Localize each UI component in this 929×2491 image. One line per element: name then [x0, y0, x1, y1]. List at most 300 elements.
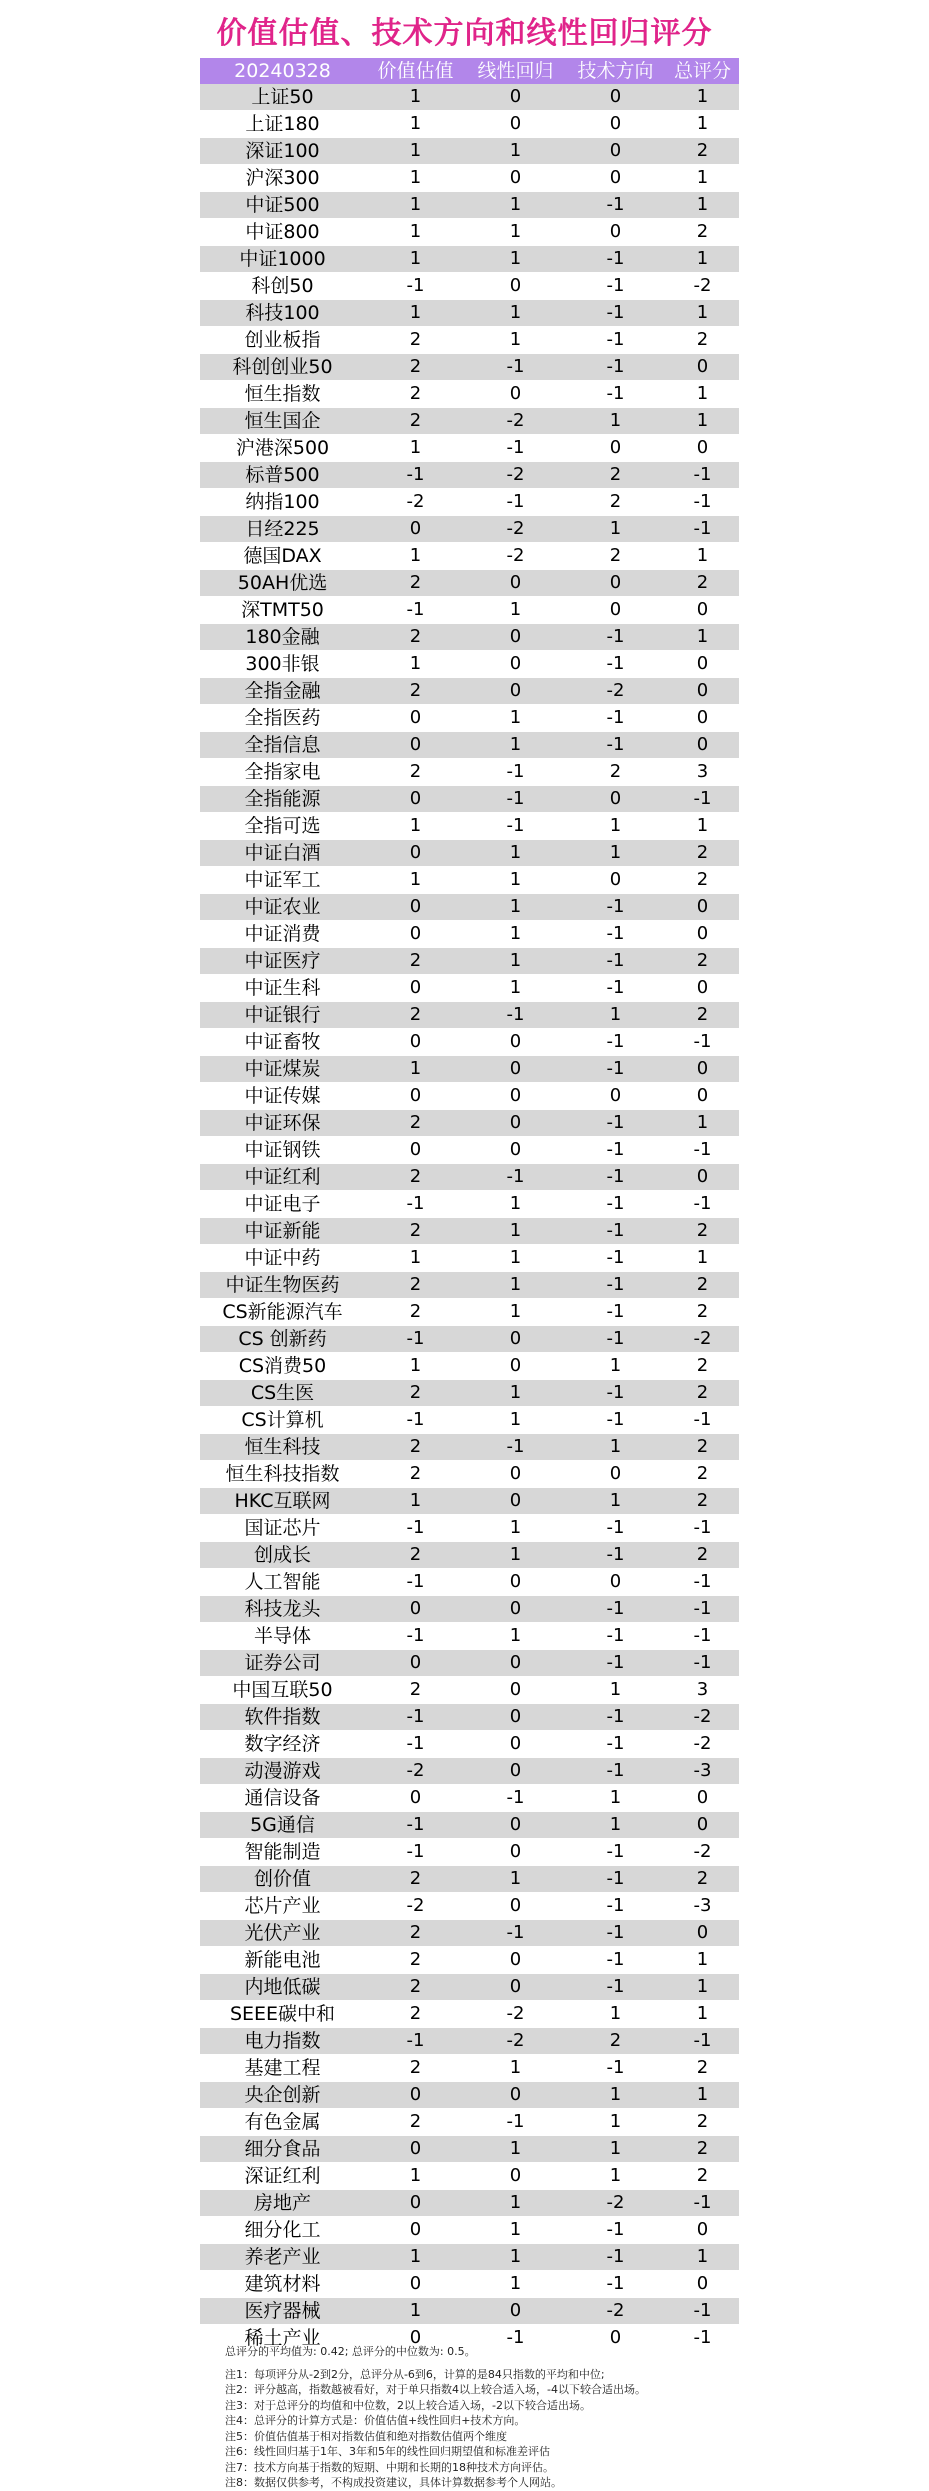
index-name-cell: 深证100: [200, 138, 365, 165]
table-row: [200, 1785, 739, 1812]
value-score-cell: 1: [365, 543, 466, 570]
total-score-cell: 2: [666, 1461, 739, 1488]
total-score-cell: 2: [666, 2136, 739, 2163]
technical-score-cell: 0: [565, 435, 666, 462]
total-score-cell: 2: [666, 570, 739, 597]
total-score-cell: 1: [666, 84, 739, 111]
technical-score-cell: -1: [565, 1164, 666, 1191]
total-score-cell: 0: [666, 435, 739, 462]
regression-score-cell: 1: [466, 1542, 565, 1569]
regression-score-cell: 1: [466, 2055, 565, 2082]
index-name-cell: 内地低碳: [200, 1974, 365, 2001]
table-row: [200, 678, 739, 705]
regression-score-cell: 0: [466, 1029, 565, 1056]
table-row: [200, 1596, 739, 1623]
regression-score-cell: 1: [466, 1299, 565, 1326]
table-row: [200, 1056, 739, 1083]
table-row: [200, 1866, 739, 1893]
technical-score-cell: -1: [565, 1272, 666, 1299]
technical-score-cell: -1: [565, 975, 666, 1002]
note-line: 注2：评分越高，指数越被看好，对于单只指数4以上较合适入场，-4以下较合适出场。: [225, 2383, 646, 2396]
value-score-cell: 0: [365, 2136, 466, 2163]
technical-score-cell: 1: [565, 408, 666, 435]
regression-score-cell: 0: [466, 2082, 565, 2109]
table-row: [200, 489, 739, 516]
total-score-cell: 1: [666, 165, 739, 192]
technical-score-cell: 1: [565, 516, 666, 543]
technical-score-cell: -1: [565, 948, 666, 975]
table-row: [200, 597, 739, 624]
total-score-cell: 2: [666, 867, 739, 894]
value-score-cell: -1: [365, 1704, 466, 1731]
index-name-cell: 创价值: [200, 1866, 365, 1893]
index-name-cell: CS计算机: [200, 1407, 365, 1434]
table-row: [200, 543, 739, 570]
total-score-cell: 2: [666, 1488, 739, 1515]
regression-score-cell: 0: [466, 1893, 565, 1920]
index-name-cell: 央企创新: [200, 2082, 365, 2109]
technical-score-cell: -1: [565, 1218, 666, 1245]
regression-score-cell: 1: [466, 1380, 565, 1407]
index-name-cell: 软件指数: [200, 1704, 365, 1731]
value-score-cell: -1: [365, 597, 466, 624]
regression-score-cell: 1: [466, 705, 565, 732]
total-score-cell: -1: [666, 1407, 739, 1434]
value-score-cell: 1: [365, 435, 466, 462]
regression-score-cell: 0: [466, 1704, 565, 1731]
index-name-cell: 创业板指: [200, 327, 365, 354]
technical-score-cell: -1: [565, 1893, 666, 1920]
table-row: [200, 894, 739, 921]
value-score-cell: 1: [365, 651, 466, 678]
total-score-cell: 1: [666, 246, 739, 273]
regression-score-cell: 0: [466, 1758, 565, 1785]
regression-score-cell: 0: [466, 1812, 565, 1839]
table-row: [200, 2055, 739, 2082]
value-score-cell: 0: [365, 894, 466, 921]
technical-score-cell: 0: [565, 570, 666, 597]
value-score-cell: 1: [365, 867, 466, 894]
technical-score-cell: -1: [565, 1380, 666, 1407]
index-name-cell: 上证180: [200, 111, 365, 138]
regression-score-cell: 1: [466, 732, 565, 759]
technical-score-cell: -1: [565, 327, 666, 354]
value-score-cell: 1: [365, 111, 466, 138]
technical-score-cell: -1: [565, 1191, 666, 1218]
total-score-cell: 0: [666, 597, 739, 624]
regression-score-cell: 0: [466, 651, 565, 678]
table-row: [200, 2028, 739, 2055]
table-row: [200, 408, 739, 435]
regression-score-cell: 1: [466, 1191, 565, 1218]
total-score-cell: -1: [666, 1623, 739, 1650]
index-name-cell: 中证中药: [200, 1245, 365, 1272]
total-score-cell: 0: [666, 2271, 739, 2298]
table-row: [200, 381, 739, 408]
table-row: [200, 1299, 739, 1326]
technical-score-cell: 2: [565, 543, 666, 570]
linear-regression-header: 线性回归: [466, 58, 565, 84]
total-score-cell: 2: [666, 327, 739, 354]
index-name-cell: 中证1000: [200, 246, 365, 273]
value-score-cell: 0: [365, 2217, 466, 2244]
technical-score-cell: 0: [565, 597, 666, 624]
regression-score-cell: 0: [466, 2298, 565, 2325]
value-score-cell: 2: [365, 1677, 466, 1704]
technical-score-cell: 1: [565, 1677, 666, 1704]
technical-score-cell: -1: [565, 1920, 666, 1947]
total-score-cell: -1: [666, 1191, 739, 1218]
technical-score-cell: 0: [565, 138, 666, 165]
value-score-cell: -1: [365, 1569, 466, 1596]
index-name-cell: 半导体: [200, 1623, 365, 1650]
index-name-cell: 5G通信: [200, 1812, 365, 1839]
technical-score-cell: -1: [565, 354, 666, 381]
total-score-cell: -2: [666, 273, 739, 300]
value-score-cell: 2: [365, 1164, 466, 1191]
regression-score-cell: 1: [466, 2217, 565, 2244]
total-score-cell: 0: [666, 1920, 739, 1947]
technical-score-cell: -1: [565, 624, 666, 651]
table-row: [200, 165, 739, 192]
table-row: [200, 138, 739, 165]
value-score-cell: 2: [365, 1947, 466, 1974]
regression-score-cell: 0: [466, 1137, 565, 1164]
table-body: [200, 84, 739, 2352]
table-row: [200, 732, 739, 759]
total-score-cell: 0: [666, 1812, 739, 1839]
total-score-cell: 1: [666, 1947, 739, 1974]
value-valuation-header: 价值估值: [365, 58, 466, 84]
total-score-cell: 0: [666, 1785, 739, 1812]
total-score-cell: 1: [666, 111, 739, 138]
value-score-cell: 2: [365, 1974, 466, 2001]
technical-score-cell: 0: [565, 219, 666, 246]
total-score-cell: 2: [666, 2163, 739, 2190]
index-name-cell: 深证红利: [200, 2163, 365, 2190]
regression-score-cell: 1: [466, 2271, 565, 2298]
index-name-cell: 中证消费: [200, 921, 365, 948]
index-name-cell: 通信设备: [200, 1785, 365, 1812]
technical-score-cell: -1: [565, 273, 666, 300]
index-name-cell: 建筑材料: [200, 2271, 365, 2298]
table-row: [200, 84, 739, 111]
regression-score-cell: -1: [466, 354, 565, 381]
technical-score-cell: -1: [565, 381, 666, 408]
index-name-cell: 科技100: [200, 300, 365, 327]
total-score-cell: -1: [666, 1029, 739, 1056]
technical-score-cell: -1: [565, 1326, 666, 1353]
table-row: [200, 1272, 739, 1299]
technical-score-cell: -1: [565, 1650, 666, 1677]
regression-score-cell: -1: [466, 1164, 565, 1191]
value-score-cell: 1: [365, 300, 466, 327]
value-score-cell: 0: [365, 2190, 466, 2217]
technical-score-cell: -2: [565, 2298, 666, 2325]
table-row: [200, 1677, 739, 1704]
table-row: [200, 1110, 739, 1137]
note-line: 注5：价值估值基于相对指数估值和绝对指数估值两个维度: [225, 2429, 507, 2443]
total-score-cell: 0: [666, 1056, 739, 1083]
regression-score-cell: 0: [466, 1056, 565, 1083]
index-name-cell: 恒生科技指数: [200, 1461, 365, 1488]
total-score-cell: 2: [666, 1272, 739, 1299]
value-score-cell: 2: [365, 354, 466, 381]
index-name-cell: 国证芯片: [200, 1515, 365, 1542]
value-score-cell: 0: [365, 921, 466, 948]
table-row: [200, 1731, 739, 1758]
value-score-cell: -2: [365, 489, 466, 516]
regression-score-cell: -2: [466, 462, 565, 489]
value-score-cell: 2: [365, 1110, 466, 1137]
technical-score-cell: 0: [565, 867, 666, 894]
technical-score-cell: 0: [565, 1461, 666, 1488]
value-score-cell: -2: [365, 1758, 466, 1785]
total-score-cell: -2: [666, 1326, 739, 1353]
table-row: [200, 516, 739, 543]
value-score-cell: -1: [365, 1623, 466, 1650]
index-name-cell: 中国互联50: [200, 1677, 365, 1704]
technical-score-cell: -1: [565, 2055, 666, 2082]
total-score-cell: 0: [666, 975, 739, 1002]
index-name-cell: 深TMT50: [200, 597, 365, 624]
table-row: [200, 2082, 739, 2109]
value-score-cell: 1: [365, 1353, 466, 1380]
total-score-cell: -2: [666, 1731, 739, 1758]
technical-score-cell: -2: [565, 678, 666, 705]
total-score-cell: 1: [666, 543, 739, 570]
value-score-cell: 0: [365, 786, 466, 813]
table-row: [200, 840, 739, 867]
technical-score-cell: -1: [565, 2244, 666, 2271]
technical-score-cell: -1: [565, 1974, 666, 2001]
note-line: 注7：技术方向基于指数的短期、中期和长期的18种技术方向评估。: [225, 2460, 554, 2474]
total-score-cell: 1: [666, 1974, 739, 2001]
technical-score-cell: 1: [565, 2001, 666, 2028]
regression-score-cell: 0: [466, 1974, 565, 2001]
regression-score-cell: 1: [466, 921, 565, 948]
total-score-cell: -1: [666, 2028, 739, 2055]
index-name-cell: 电力指数: [200, 2028, 365, 2055]
index-name-cell: 科技龙头: [200, 1596, 365, 1623]
regression-score-cell: 0: [466, 1731, 565, 1758]
value-score-cell: 1: [365, 813, 466, 840]
summary-line: 总评分的平均值为: 0.42; 总评分的中位数为: 0.5。: [225, 2345, 476, 2358]
value-score-cell: 2: [365, 624, 466, 651]
index-name-cell: 房地产: [200, 2190, 365, 2217]
table-row: [200, 948, 739, 975]
table-row: [200, 111, 739, 138]
index-name-cell: 医疗器械: [200, 2298, 365, 2325]
index-name-cell: CS 创新药: [200, 1326, 365, 1353]
total-score-cell: 2: [666, 219, 739, 246]
total-score-cell: 2: [666, 1866, 739, 1893]
index-name-cell: CS新能源汽车: [200, 1299, 365, 1326]
technical-score-cell: -1: [565, 1137, 666, 1164]
value-score-cell: 0: [365, 516, 466, 543]
technical-score-cell: -1: [565, 732, 666, 759]
value-score-cell: 1: [365, 219, 466, 246]
table-row: [200, 1461, 739, 1488]
table-row: [200, 624, 739, 651]
index-name-cell: 人工智能: [200, 1569, 365, 1596]
note-line: 注4：总评分的计算方式是：价值估值+线性回归+技术方向。: [225, 2414, 526, 2427]
index-name-cell: 中证新能: [200, 1218, 365, 1245]
value-score-cell: -1: [365, 1407, 466, 1434]
value-score-cell: 2: [365, 1434, 466, 1461]
regression-score-cell: -1: [466, 786, 565, 813]
index-name-cell: 180金融: [200, 624, 365, 651]
total-score-cell: -1: [666, 2190, 739, 2217]
index-name-cell: 中证农业: [200, 894, 365, 921]
value-score-cell: 2: [365, 1461, 466, 1488]
total-score-cell: 1: [666, 300, 739, 327]
value-score-cell: 0: [365, 2082, 466, 2109]
value-score-cell: 0: [365, 975, 466, 1002]
table-row: [200, 1326, 739, 1353]
table-row: [200, 1245, 739, 1272]
total-score-header: 总评分: [666, 58, 739, 84]
index-name-cell: 芯片产业: [200, 1893, 365, 1920]
index-name-cell: 恒生指数: [200, 381, 365, 408]
value-score-cell: 2: [365, 408, 466, 435]
index-name-cell: 中证传媒: [200, 1083, 365, 1110]
total-score-cell: -1: [666, 786, 739, 813]
table-row: [200, 759, 739, 786]
technical-score-cell: -1: [565, 921, 666, 948]
technical-score-cell: -1: [565, 1866, 666, 1893]
regression-score-cell: 0: [466, 1488, 565, 1515]
index-name-cell: 全指信息: [200, 732, 365, 759]
index-name-cell: 创成长: [200, 1542, 365, 1569]
regression-score-cell: 1: [466, 1623, 565, 1650]
regression-score-cell: -1: [466, 435, 565, 462]
total-score-cell: -3: [666, 1893, 739, 1920]
regression-score-cell: -1: [466, 2325, 565, 2352]
table-header: [200, 58, 739, 84]
table-row: [200, 1812, 739, 1839]
index-name-cell: 光伏产业: [200, 1920, 365, 1947]
table-row: [200, 1191, 739, 1218]
total-score-cell: 0: [666, 678, 739, 705]
technical-score-cell: 0: [565, 1083, 666, 1110]
index-name-cell: 纳指100: [200, 489, 365, 516]
technical-score-cell: -1: [565, 1299, 666, 1326]
regression-score-cell: 1: [466, 219, 565, 246]
regression-score-cell: -2: [466, 2001, 565, 2028]
value-score-cell: 1: [365, 2298, 466, 2325]
regression-score-cell: 0: [466, 165, 565, 192]
table-row: [200, 2109, 739, 2136]
technical-score-cell: -2: [565, 2190, 666, 2217]
value-score-cell: 2: [365, 2109, 466, 2136]
total-score-cell: 2: [666, 1542, 739, 1569]
regression-score-cell: 0: [466, 1326, 565, 1353]
table-row: [200, 2244, 739, 2271]
index-name-cell: 新能电池: [200, 1947, 365, 1974]
technical-score-cell: -1: [565, 192, 666, 219]
table-row: [200, 1920, 739, 1947]
table-row: [200, 273, 739, 300]
value-score-cell: 2: [365, 759, 466, 786]
technical-score-cell: 1: [565, 2082, 666, 2109]
technical-score-cell: -1: [565, 651, 666, 678]
date-header: 20240328: [200, 58, 365, 84]
value-score-cell: 2: [365, 1299, 466, 1326]
regression-score-cell: -1: [466, 2109, 565, 2136]
index-name-cell: 中证畜牧: [200, 1029, 365, 1056]
index-name-cell: CS生医: [200, 1380, 365, 1407]
technical-score-cell: -1: [565, 1515, 666, 1542]
regression-score-cell: 1: [466, 948, 565, 975]
index-name-cell: 基建工程: [200, 2055, 365, 2082]
regression-score-cell: 0: [466, 570, 565, 597]
table-row: [200, 462, 739, 489]
table-row: [200, 1029, 739, 1056]
table-row: [200, 300, 739, 327]
technical-score-cell: -1: [565, 1029, 666, 1056]
page-title: 价值估值、技术方向和线性回归评分: [216, 16, 713, 51]
total-score-cell: -3: [666, 1758, 739, 1785]
value-score-cell: 2: [365, 570, 466, 597]
technical-score-cell: 2: [565, 2028, 666, 2055]
technical-score-cell: 0: [565, 111, 666, 138]
technical-score-cell: 1: [565, 1785, 666, 1812]
technical-score-cell: 1: [565, 813, 666, 840]
total-score-cell: 2: [666, 1353, 739, 1380]
index-name-cell: 动漫游戏: [200, 1758, 365, 1785]
technical-score-cell: 0: [565, 165, 666, 192]
index-name-cell: 日经225: [200, 516, 365, 543]
regression-score-cell: -1: [466, 759, 565, 786]
technical-score-cell: -1: [565, 1542, 666, 1569]
index-name-cell: 恒生科技: [200, 1434, 365, 1461]
index-name-cell: HKC互联网: [200, 1488, 365, 1515]
index-name-cell: 全指家电: [200, 759, 365, 786]
regression-score-cell: 1: [466, 192, 565, 219]
index-name-cell: 标普500: [200, 462, 365, 489]
technical-score-cell: 1: [565, 840, 666, 867]
regression-score-cell: -2: [466, 408, 565, 435]
table-row: [200, 2136, 739, 2163]
total-score-cell: 1: [666, 624, 739, 651]
value-score-cell: -2: [365, 1893, 466, 1920]
technical-score-cell: 2: [565, 489, 666, 516]
table-row: [200, 2001, 739, 2028]
technical-score-cell: 1: [565, 1488, 666, 1515]
table-row: [200, 246, 739, 273]
technical-score-cell: -1: [565, 705, 666, 732]
table-row: [200, 975, 739, 1002]
index-name-cell: 中证煤炭: [200, 1056, 365, 1083]
table-row: [200, 1002, 739, 1029]
technical-score-cell: 1: [565, 1002, 666, 1029]
index-name-cell: 中证白酒: [200, 840, 365, 867]
technical-score-cell: -1: [565, 2217, 666, 2244]
total-score-cell: 0: [666, 894, 739, 921]
total-score-cell: 1: [666, 2244, 739, 2271]
table-row: [200, 1218, 739, 1245]
regression-score-cell: 1: [466, 975, 565, 1002]
table-row: [200, 1704, 739, 1731]
total-score-cell: 2: [666, 138, 739, 165]
value-score-cell: -1: [365, 1812, 466, 1839]
regression-score-cell: 1: [466, 894, 565, 921]
regression-score-cell: 0: [466, 678, 565, 705]
table-row: [200, 219, 739, 246]
regression-score-cell: 0: [466, 1569, 565, 1596]
technical-score-cell: 1: [565, 2109, 666, 2136]
